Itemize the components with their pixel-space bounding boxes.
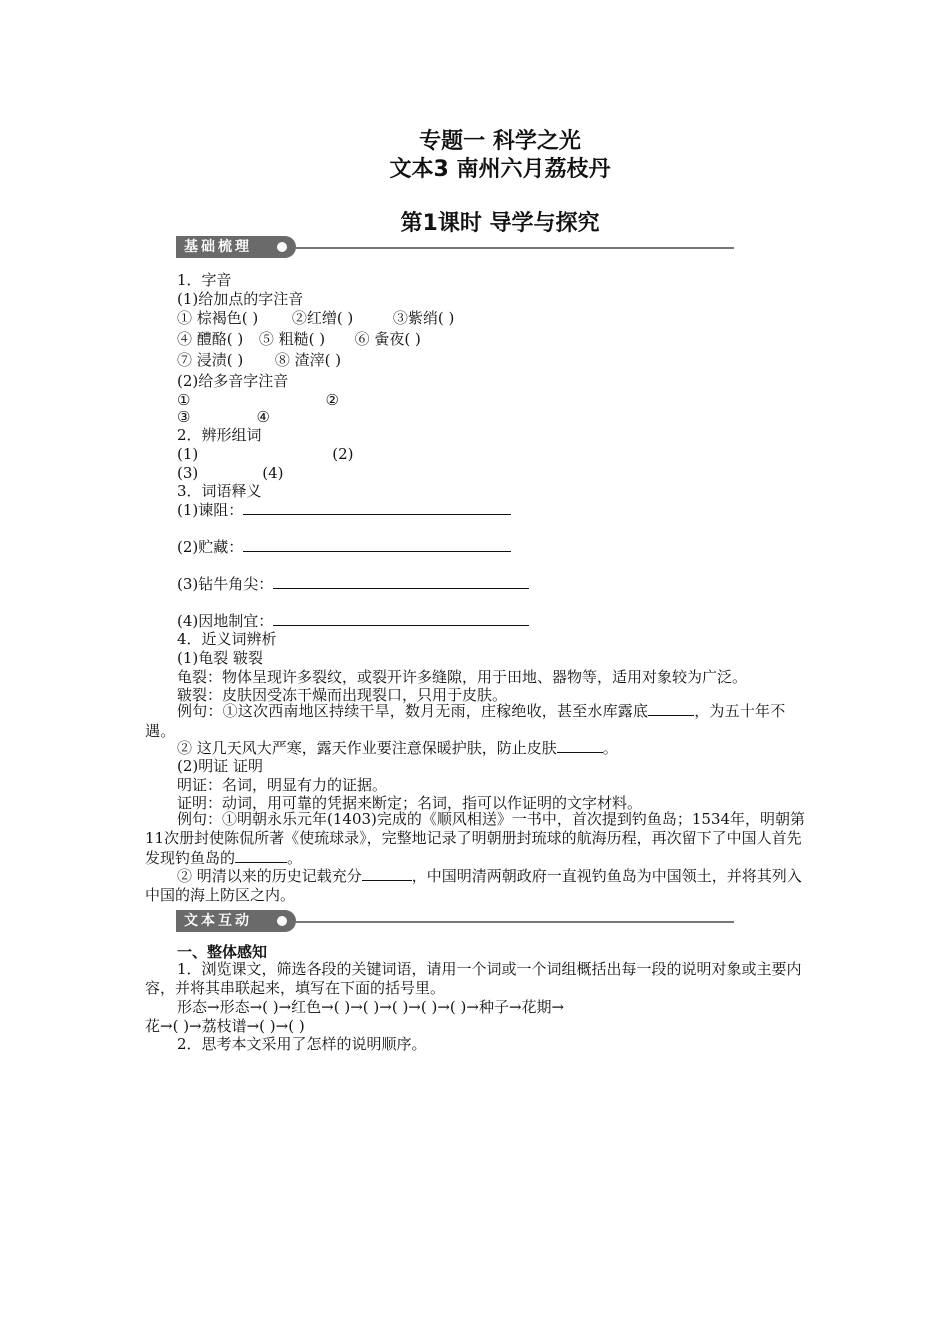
poly-item: ② — [325, 391, 339, 409]
section-heading: 一、整体感知 — [177, 943, 268, 961]
answer-blank[interactable] — [243, 537, 511, 552]
pinyin-item: ⑥ 夤夜( ) — [354, 330, 421, 348]
pinyin-item: ④ 醴酪( ) — [177, 330, 244, 348]
question-heading: 2．辨形组词 — [177, 426, 262, 444]
bullet-dot-icon — [277, 916, 287, 926]
pinyin-item: ⑦ 浸渍( ) — [177, 351, 244, 369]
banner-label: 文本互动 — [176, 910, 296, 932]
question-heading: 1．字音 — [177, 271, 232, 289]
pinyin-item: ① 棕褐色( ) — [177, 309, 259, 327]
example-text: ，为五十年不遇。 — [145, 702, 786, 740]
form-item: (4) — [262, 464, 284, 482]
answer-blank[interactable] — [273, 611, 529, 626]
word-explanation: 证明：动词，用可靠的凭据来断定；名词，指可以作证明的文字材料。 — [177, 794, 643, 812]
answer-chain: 花→( )→荔枝谱→( )→( ) — [145, 1017, 305, 1035]
example-text: 例句：①明朝永乐元年(1403)完成的《顺风相送》一书中，首次提到钓鱼岛；1534年，明朝第11次册封使陈侃所著《使琉球录》，完整地记录了明朝册封琉球的航海历程，再次留下了中国人首先发现钓鱼岛的 — [145, 810, 806, 867]
text-title: 文本3 南州六月荔枝丹 — [389, 157, 611, 182]
form-row — [177, 463, 284, 483]
definition-row — [177, 500, 511, 520]
definition-row — [177, 574, 529, 594]
word-explanation: 明证：名词，明显有力的证据。 — [177, 776, 388, 794]
pinyin-row — [177, 329, 421, 349]
pinyin-row — [177, 350, 341, 370]
definition-row — [177, 537, 511, 557]
question-heading: 4．近义词辨析 — [177, 630, 277, 648]
definition-label: (3)钻牛角尖： — [177, 575, 274, 593]
banner-label: 基础梳理 — [176, 236, 296, 258]
definition-row — [177, 611, 529, 631]
form-item: (3) — [177, 464, 199, 482]
answer-chain: 形态→形态→( )→红色→( )→( )→( )→( )→( )→种子→花期→ — [177, 998, 565, 1016]
definition-label: (1)谏阻： — [177, 501, 244, 519]
example-sentence — [145, 866, 809, 905]
example-sentence — [145, 701, 809, 741]
example-text: 例句：①这次西南地区持续干旱，数月无雨，庄稼绝收，甚至水库露底 — [177, 702, 649, 720]
task-text: 1．浏览课文，筛选各段的关键词语，请用一个词或一个词组概括出每一段的说明对象或主要内容，并将其串联起来，填写在下面的括号里。 — [145, 960, 802, 997]
form-row — [177, 444, 354, 464]
sub-question: (2)给多音字注音 — [177, 372, 289, 390]
answer-blank[interactable] — [235, 848, 287, 863]
word-explanation: 龟裂：物体呈现许多裂纹，或裂开许多缝隙，用于田地、器物等，适用对象较为广泛。 — [177, 668, 748, 686]
word-pair: (2)明证 证明 — [177, 757, 264, 775]
example-text: ，中国明清两朝政府一直视钓鱼岛为中国领土，并将其列入中国的海上防区之内。 — [145, 867, 802, 904]
poly-item: ④ — [256, 408, 270, 426]
answer-blank[interactable] — [648, 701, 694, 716]
definition-label: (2)贮藏： — [177, 538, 244, 556]
task-text: 2．思考本文采用了怎样的说明顺序。 — [177, 1035, 427, 1053]
word-pair: (1)龟裂 皲裂 — [177, 649, 264, 667]
example-sentence — [177, 738, 618, 758]
definition-label: (4)因地制宜： — [177, 612, 274, 630]
pinyin-item: ②红缯( ) — [291, 309, 354, 327]
answer-blank[interactable] — [362, 866, 412, 881]
poly-item: ③ — [177, 408, 191, 426]
lesson-title: 第1课时 导学与探究 — [400, 211, 600, 236]
example-text: 。 — [287, 849, 303, 867]
form-item: (1) — [177, 445, 199, 463]
pinyin-row — [177, 308, 454, 328]
example-text: ② 明清以来的历史记载充分 — [177, 867, 362, 885]
topic-title: 专题一 科学之光 — [419, 129, 581, 154]
answer-blank[interactable] — [557, 738, 603, 753]
word-explanation: 皲裂：皮肤因受冻干燥而出现裂口，只用于皮肤。 — [177, 686, 508, 704]
sub-question: (1)给加点的字注音 — [177, 290, 304, 308]
poly-item: ① — [177, 391, 191, 409]
example-text: 。 — [602, 739, 618, 757]
answer-blank[interactable] — [243, 500, 511, 515]
poly-row — [177, 407, 270, 427]
form-item: (2) — [332, 445, 354, 463]
example-text: ② 这几天风大严寒，露天作业要注意保暖护肤，防止皮肤 — [177, 739, 557, 757]
pinyin-item: ⑤ 粗糙( ) — [258, 330, 326, 348]
answer-blank[interactable] — [273, 574, 529, 589]
question-heading: 3．词语释义 — [177, 482, 262, 500]
pinyin-item: ③紫绡( ) — [392, 309, 455, 327]
divider — [296, 247, 734, 249]
bullet-dot-icon — [277, 242, 287, 252]
example-sentence — [145, 810, 809, 868]
pinyin-item: ⑧ 渣滓( ) — [274, 351, 342, 369]
divider — [296, 921, 734, 923]
